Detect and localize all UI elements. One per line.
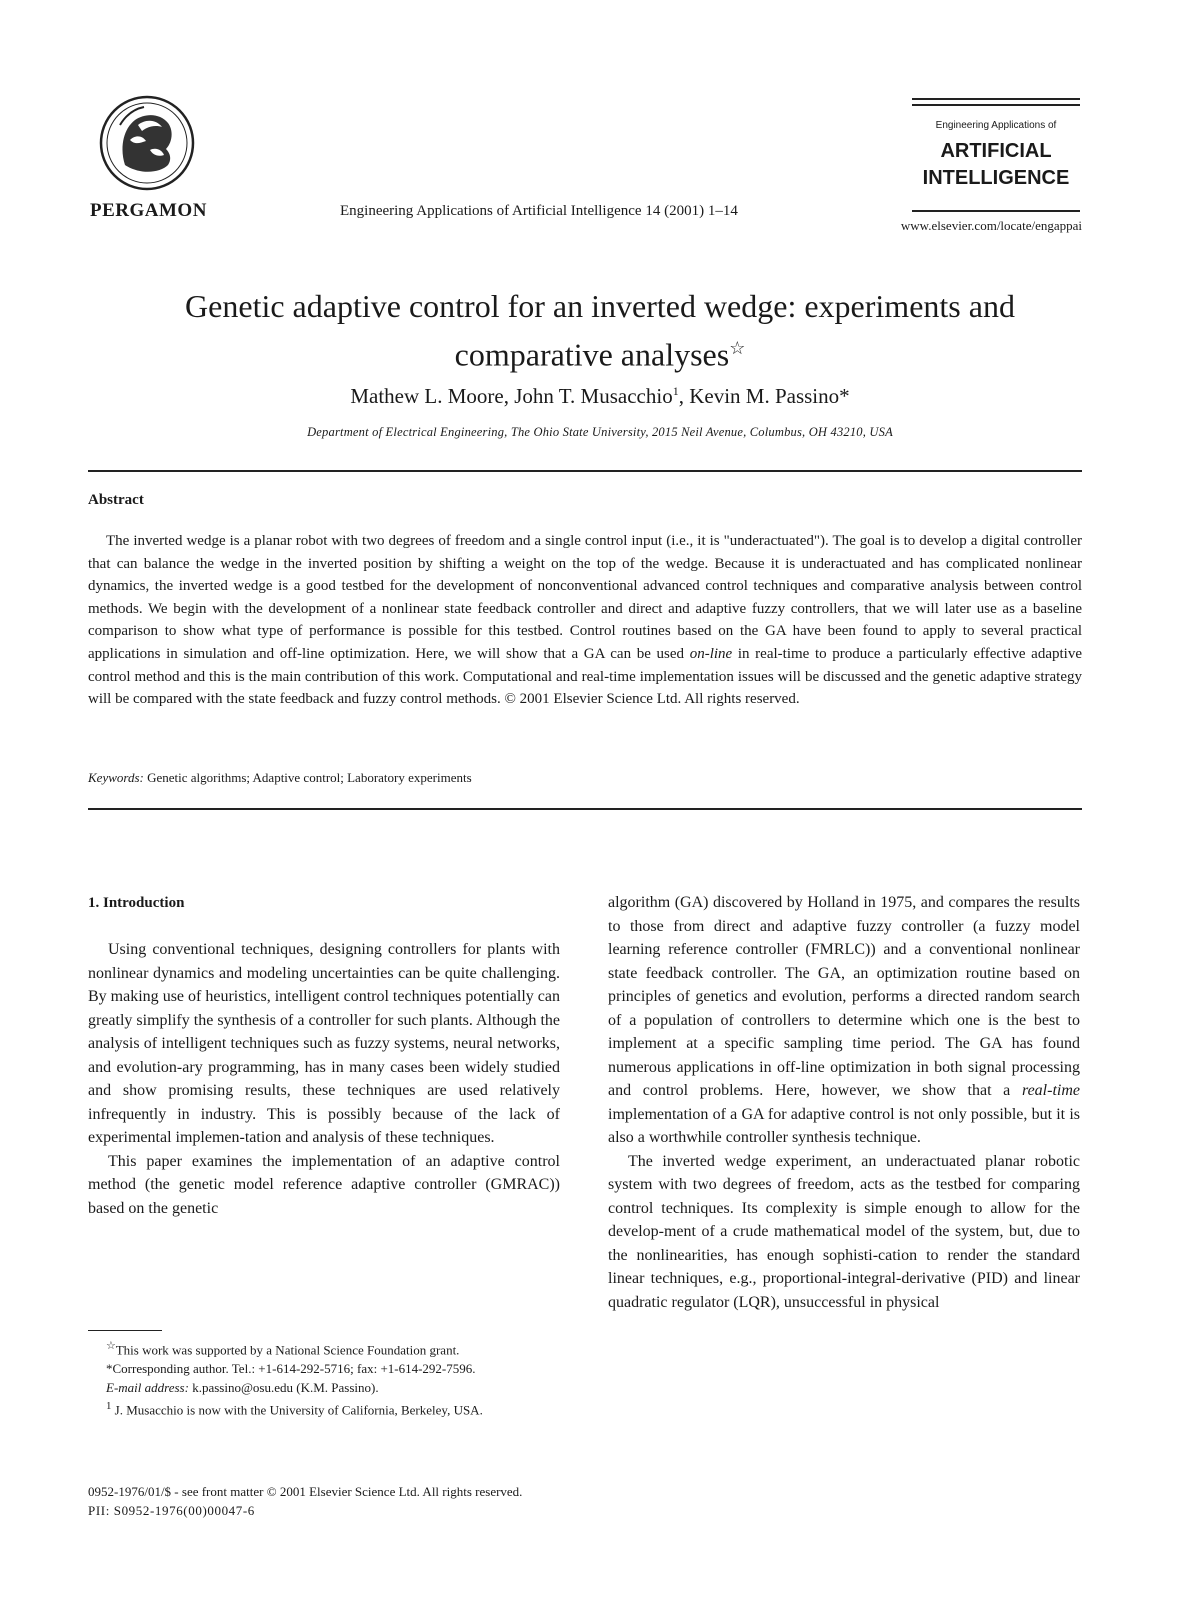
body-text-a: algorithm (GA) discovered by Holland in 1975, and compares the results to those from direct and adaptive fuzzy controller (a fuzzy model learning reference controller (FMRLC)) and a conventional nonlinear state feedback controller. The GA, an optimization routine based on principles of genetics and evolution, performs a directed random search of a population of controllers to determine which one is the best to implement at a specific sampling time period. The GA has found numerous applications in off-line optimization in both signal processing and control problems. Here, however, we show that a — [608, 894, 1080, 1099]
keywords-list: Genetic algorithms; Adaptive control; Laboratory experiments — [147, 770, 472, 785]
footnote-funding — [88, 1337, 560, 1359]
journal-box-prefix: Engineering Applications of — [935, 120, 1057, 131]
body-paragraph: This paper examines the implementation of an adaptive control method (the genetic model reference adaptive controller (GMRAC)) based on the genetic — [88, 1152, 560, 1217]
author-names-a: Mathew L. Moore, John T. Musacchio — [350, 384, 673, 408]
footnote-text: This work was supported by a National Science Foundation grant. — [115, 1342, 460, 1358]
divider-top — [88, 470, 1082, 472]
pii-line: PII: S0952-1976(00)00047-6 — [88, 1503, 255, 1518]
title-footnote-mark[interactable]: ☆ — [729, 338, 746, 358]
body-column-right — [608, 891, 1080, 1314]
footnotes — [88, 1337, 560, 1420]
footnote-mark: ☆ — [106, 1340, 116, 1352]
abstract-text-a: The inverted wedge is a planar robot with two degrees of freedom and a single control input (i.e., it is "underactuated"). The goal is to develop a digital controller that can balance the wedge in the inverted position by shifting a weight on the top of the wedge. Because it is underactuated and has complicated nonlinear dynamics, the inverted wedge is a good testbed for the development of nonconventional advanced control techniques and comparative analysis between control methods. We begin with the development of a nonlinear state feedback controller and direct and adaptive fuzzy controllers, that we will later use as a baseline comparison to show what type of performance is possible for this testbed. Control routines based on the GA have been found to apply to several practical applications in simulation and off-line optimization. Here, we will show that a GA can be used — [88, 533, 1082, 662]
body-text-b: implementation of a GA for adaptive control is not only possible, but it is also a worthwhile controller synthesis technique. — [608, 1105, 1080, 1146]
keywords-label: Keywords: — [88, 770, 144, 785]
footnote-rule — [88, 1330, 162, 1331]
body-text-emphasis: real-time — [1021, 1082, 1080, 1099]
journal-citation: Engineering Applications of Artificial Intelligence 14 (2001) 1–14 — [340, 203, 738, 219]
divider-bottom — [88, 808, 1082, 810]
email-label: E-mail address: — [106, 1380, 189, 1396]
body-paragraph — [608, 891, 1080, 1150]
journal-box-name-line2: INTELLIGENCE — [922, 167, 1070, 189]
title-line2-text: comparative analyses — [454, 336, 730, 373]
footnote-mark: 1 — [106, 1400, 112, 1413]
abstract-heading: Abstract — [88, 492, 144, 508]
publisher-name: PERGAMON — [90, 200, 207, 221]
abstract-text-emphasis: on-line — [689, 645, 733, 662]
footnote-email — [88, 1378, 560, 1397]
keywords — [88, 770, 472, 786]
body-paragraph: Using conventional techniques, designing controllers for plants with nonlinear dynamics and modeling uncertainties can be quite challenging. By making use of heuristics, intelligent control techniques potentially can greatly simplify the synthesis of a controller for such plants. Although the analysis of intelligent techniques such as fuzzy systems, neural networks, and evolution-ary programming, has in many cases been widely studied and show promising results, these techniques are used relatively infrequently in industry. This is possibly because of the lack of experimental implemen-tation and analysis of these techniques. — [88, 941, 560, 1146]
section-heading: 1. Introduction — [88, 895, 185, 911]
author-list — [60, 384, 1140, 409]
journal-box-rule-bottom — [912, 210, 1080, 212]
article-title — [60, 285, 1140, 376]
author-footnote-mark[interactable]: 1 — [672, 384, 679, 398]
body-paragraph: The inverted wedge experiment, an underactuated planar robotic system with two degrees of freedom, acts as the testbed for comparing control techniques. Its complexity is simple enough to allow for the develop-ment of a crude mathematical model of the system, but, due to the nonlinearities, has enough sophisti-cation to render the standard linear techniques, e.g., proportional-integral-derivative (PID) and linear quadratic regulator (LQR), unsuccessful in physical — [608, 1152, 1080, 1311]
journal-url-link[interactable]: www.elsevier.com/locate/engappai — [900, 218, 1082, 233]
title-line1: Genetic adaptive control for an inverted wedge: experiments and — [185, 288, 1015, 324]
body-column-left — [88, 938, 560, 1220]
email-address-link[interactable]: k.passino@osu.edu (K.M. Passino). — [188, 1380, 379, 1396]
journal-box-rules — [912, 98, 1080, 110]
abstract-text — [88, 530, 1082, 711]
author-names-b: , Kevin M. Passino* — [678, 384, 850, 408]
abstract-text-b: in real-time to produce a particularly effective adaptive control method and this is the main contribution of this work. Computational and real-time implementation issues will be discussed and the genetic adaptive strategy will be compared with the state feedback and fuzzy control methods. © 2001 Elsevier Science Ltd. All rights reserved. — [88, 645, 1082, 708]
front-matter-line: 0952-1976/01/$ - see front matter © 2001 Elsevier Science Ltd. All rights reserved. — [88, 1484, 523, 1499]
journal-box-name-line1: ARTIFICIAL — [940, 140, 1052, 162]
author-affiliation: Department of Electrical Engineering, The Ohio State University, 2015 Neil Avenue, Columbus, OH 43210, USA — [307, 425, 893, 439]
footnote-corresponding: *Corresponding author. Tel.: +1-614-292-5716; fax: +1-614-292-7596. — [106, 1361, 476, 1377]
footnote-text: J. Musacchio is now with the University of California, Berkeley, USA. — [111, 1402, 483, 1418]
footnote-affiliation-note — [88, 1397, 560, 1419]
title-line2 — [60, 327, 1140, 376]
